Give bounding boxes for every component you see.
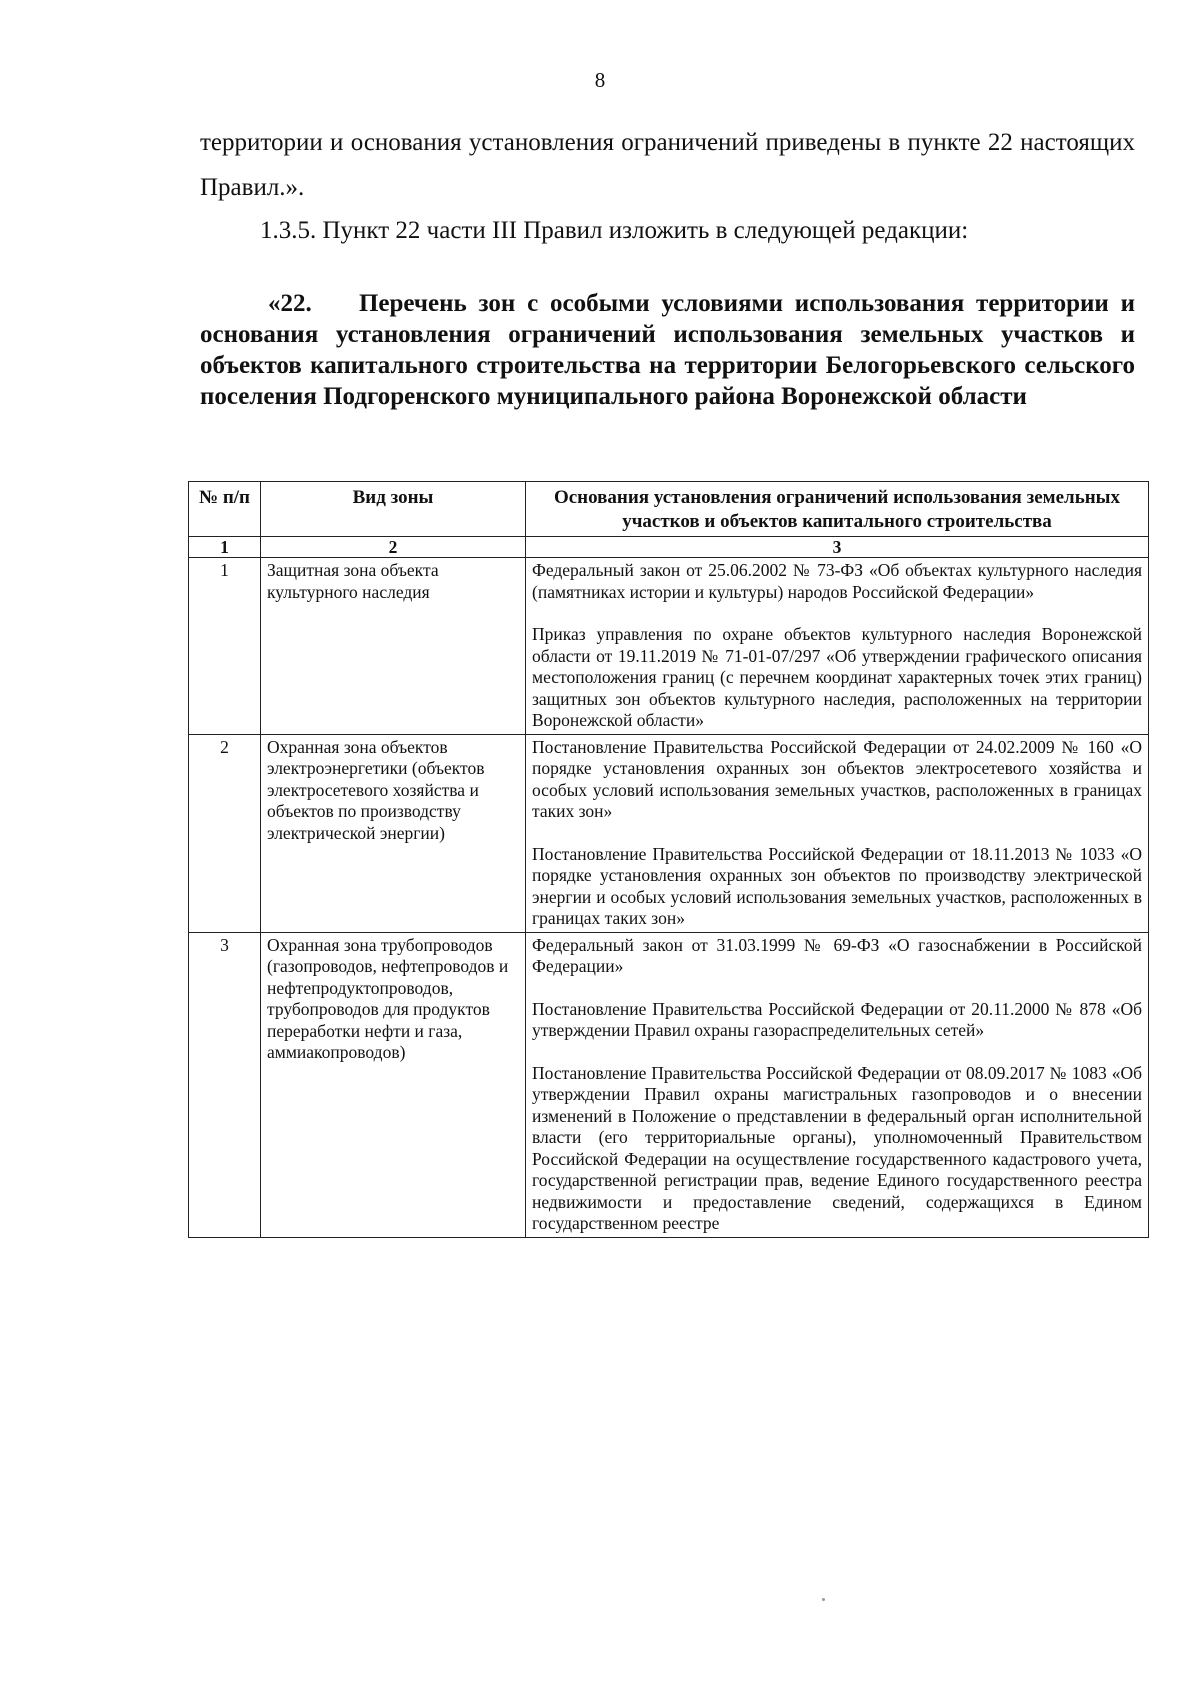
legal-basis-item: Постановление Правительства Российской Федерации от 24.02.2009 № 160 «О порядке установления охранных зон объектов электросетевого хозяйства и особых условий использования земельных участков, расположенных в границах таких зон»: [532, 736, 1142, 821]
zone-type: Охранная зона объектов электроэнергетики (объектов электросетевого хозяйства и объектов по производству электрической энергии): [261, 734, 526, 932]
table-row: [189, 734, 1149, 932]
column-number-row: [189, 537, 1149, 558]
legal-basis-item: Федеральный закон от 25.06.2002 № 73-ФЗ «Об объектах культурного наследия (памятниках истории и культуры) народов Российской Федерации»: [532, 560, 1142, 602]
header-num: № п/п: [189, 482, 261, 537]
row-number: 1: [189, 558, 261, 735]
restriction-basis: [526, 558, 1149, 735]
amendment-paragraph: 1.3.5. Пункт 22 части III Правил изложить в следующей редакции:: [260, 217, 969, 244]
row-number: 2: [189, 734, 261, 932]
zone-type: Охранная зона трубопроводов (газопроводов, нефтепроводов и нефтепродуктопроводов, трубопроводов для продуктов переработки нефти и газа, аммиакопроводов): [261, 932, 526, 1237]
column-number: 3: [526, 537, 1149, 558]
table-row: [189, 558, 1149, 735]
legal-basis-item: Постановление Правительства Российской Федерации от 18.11.2013 № 1033 «О порядке установления охранных зон объектов по производству электрической энергии и особых условий использования земельных участков, расположенных в границах таких зон»: [532, 843, 1142, 928]
legal-basis-item: Приказ управления по охране объектов культурного наследия Воронежской области от 19.11.2019 № 71-01-07/297 «Об утверждении графического описания местоположения границ (с перечнем координат характерных точек этих границ) защитных зон объектов культурного наследия, расположенных на территории Воронежской области»: [532, 624, 1142, 730]
zone-type: Защитная зона объекта культурного наследия: [261, 558, 526, 735]
row-number: 3: [189, 932, 261, 1237]
header-basis: Основания установления ограничений использования земельных участков и объектов капитального строительства: [526, 482, 1149, 537]
legal-basis-item: Постановление Правительства Российской Федерации от 20.11.2000 № 878 «Об утверждении Правил охраны газораспределительных сетей»: [532, 998, 1142, 1040]
column-number: 2: [261, 537, 526, 558]
column-number: 1: [189, 537, 261, 558]
page-number: 8: [594, 68, 606, 92]
zones-table: [188, 481, 1149, 1238]
section-heading: [200, 288, 1135, 412]
restriction-basis: [526, 932, 1149, 1237]
header-zone: Вид зоны: [261, 482, 526, 537]
table-header-row: [189, 482, 1149, 537]
legal-basis-item: Постановление Правительства Российской Федерации от 08.09.2017 № 1083 «Об утверждении Правил охраны магистральных газопроводов и о внесении изменений в Положение о представлении в федеральный орган исполнительной власти (его территориальные органы), уполномоченный Правительством Российской Федерации на осуществление государственного кадастрового учета, государственной регистрации прав, ведение Единого государственного реестра недвижимости и предоставление сведений, содержащихся в Едином государственном реестре: [532, 1062, 1142, 1233]
legal-basis-item: Федеральный закон от 31.03.1999 № 69-ФЗ «О газоснабжении в Российской Федерации»: [532, 934, 1142, 976]
section-number: «22.: [268, 290, 312, 317]
restriction-basis: [526, 734, 1149, 932]
continuation-paragraph: территории и основания установления ограничений приведены в пункте 22 настоящих Правил.».: [200, 129, 1135, 201]
table-row: [189, 932, 1149, 1237]
section-title: Перечень зон с особыми условиями использования территории и основания установления ограничений использования земельных участков и объектов капитального строительства на территории Белогорьевского сельского поселения Подгоренского муниципального района Воронежской области: [200, 290, 1136, 410]
scan-speck: [822, 1598, 825, 1601]
